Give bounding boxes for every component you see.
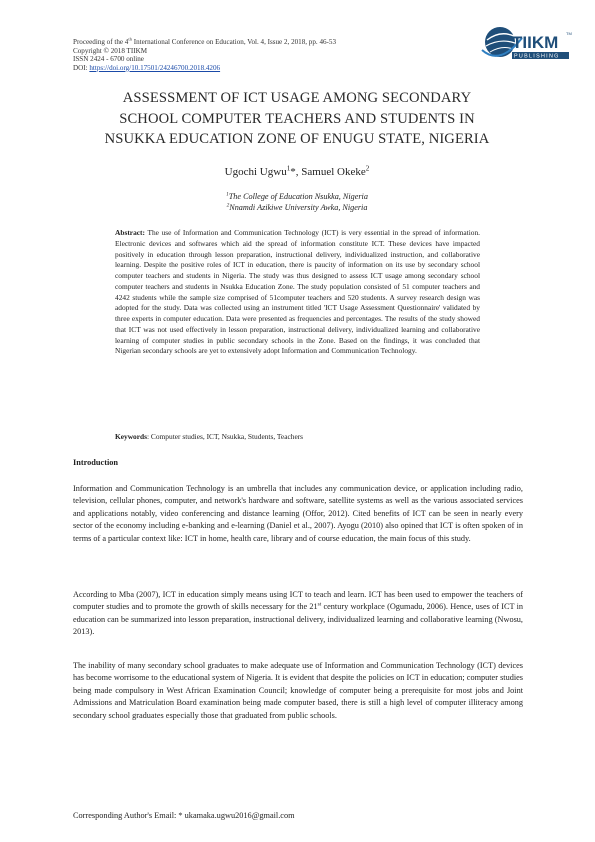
doi-label: DOI: [73, 63, 90, 72]
paragraph-text: century workplace (Ogumadu, 2006). Hence, uses of ICT in education can be summarized into lesson preparation, instructional delivery, individualized learning and collaborative learning (Nwosu, 2013). [73, 602, 523, 637]
keywords [115, 432, 480, 442]
ordinal-sup: st [317, 601, 322, 608]
affiliation [72, 192, 522, 203]
issn-line: ISSN 2424 - 6700 online [73, 55, 144, 64]
paragraph-text: According to Mba (2007), ICT in education simply means using ICT to teach and learn. ICT has been used to empower the teachers of computer studies and to promote the growth of skills necessary for the 21 [73, 590, 523, 612]
copyright-line: Copyright © 2018 TIIKM [73, 46, 148, 55]
affiliation-text: Nnamdi Azikiwe University Awka, Nigeria [229, 202, 368, 212]
section-heading: Introduction [73, 458, 119, 467]
proceedings-line [73, 38, 393, 47]
title-line: ASSESSMENT OF ICT USAGE AMONG SECONDARY [122, 90, 472, 106]
author-name: Ugochi Ugwu [224, 166, 287, 178]
abstract-text: The use of Information and Communication Technology (ICT) is very essential in the spread of information. Electronic devices and softwares which aid the spread of information constitute ICT. These devices have impacted positively in education through lesson preparation, instructional delivery, individualized instruction, and collaborative learning. Despite the positive roles of ICT in education, there is paucity of information on its use by secondary school computer teachers and students in Nigeria. The study was thus designed to assess ICT usage among secondary school computer teachers and students in Nsukka Education Zone. The study population consisted of 51 computer teachers and 4242 students while the sample size comprised of 51computer teachers and 520 students. A survey research design was adopted for the study. Data was collected using an instrument titled 'ICT Usage Assessment Questionnaire' validated by three experts in computer education. Data were presented as frequencies and percentages. The results of the study showed that ICT was not used effectively in lesson preparation, instructional delivery, individualized learning and collaborative learning of computer studies in public secondary schools in the Zone. Based on the findings, it was concluded that Nigerian secondary schools are yet to extensively adopt Information and Communication Technology. [115, 228, 480, 356]
title-line: SCHOOL COMPUTER TEACHERS AND STUDENTS IN [119, 110, 475, 127]
title-line: NSUKKA EDUCATION ZONE OF ENUGU STATE, NIGERIA [104, 131, 490, 147]
author-sup: 1 [286, 164, 291, 173]
corresponding-mark: * [290, 166, 296, 178]
keywords-text: : Computer studies, ICT, Nsukka, Students, Teachers [147, 432, 304, 441]
paper-title [72, 88, 522, 150]
keywords-label: Keywords [115, 432, 148, 441]
body-paragraph: The inability of many secondary school graduates to make adequate use of Information and Communication Technology (ICT) devices has become worrisome to the educational system of Nigeria. It is evident that despite the policies on ICT in education; computer studies being made compulsory in West African Examination Council; knowledge of computer being a prerequisite for most jobs and Joint Admissions and Matriculation Board examination being made computer based, there is still a high level of computer illiteracy among secondary school graduates especially those that graduated from public schools. [73, 661, 523, 720]
affiliation-sup: 1 [226, 191, 229, 198]
proceedings-sup: th [128, 36, 132, 42]
doi-link[interactable]: https://doi.org/10.17501/24246700.2018.4206 [89, 63, 221, 72]
author-name: Samuel Okeke [301, 166, 366, 178]
publication-header [73, 38, 393, 72]
proceedings-text: Proceeding of the 4 [73, 38, 129, 46]
body-paragraph [73, 589, 523, 639]
doi-line [73, 64, 393, 73]
author-separator: , [295, 166, 302, 178]
affiliation-text: The College of Education Nsukka, Nigeria [228, 192, 368, 201]
abstract-label: Abstract: [115, 228, 145, 237]
affiliation [72, 203, 522, 214]
proceedings-text-end: International Conference on Education, Vol. 4, Issue 2, 2018, pp. 46-53 [131, 38, 336, 46]
logo-wordmark: TIIKM [512, 33, 559, 52]
body-paragraph: Information and Communication Technology is an umbrella that includes any communication device, or application including radio, television, cellular phones, computer, and network's hardware and software, satellite systems as well as the various associated services and applications notably, video conferencing and distance learning (Offor, 2012). Cited benefits of ICT can be seen in nearly every sector of the economy including e-banking and e-learning (Daniel et al., 2007). Ayogu (2010) also opined that ICT is often spoken of in terms of a particular context like: ICT in home, health care, library and of course education, the main focus of this study. [73, 484, 523, 543]
author-list [72, 165, 522, 179]
affiliation-sup: 2 [226, 201, 230, 208]
tiikm-logo [478, 20, 574, 68]
author-sup: 2 [365, 164, 370, 173]
corresponding-author-email: Corresponding Author's Email: * ukamaka.ugwu2016@gmail.com [73, 811, 295, 820]
affiliations [72, 192, 522, 213]
logo-tm: TM [566, 31, 572, 36]
logo-tagline: PUBLISHING [514, 53, 560, 60]
abstract [115, 228, 480, 357]
